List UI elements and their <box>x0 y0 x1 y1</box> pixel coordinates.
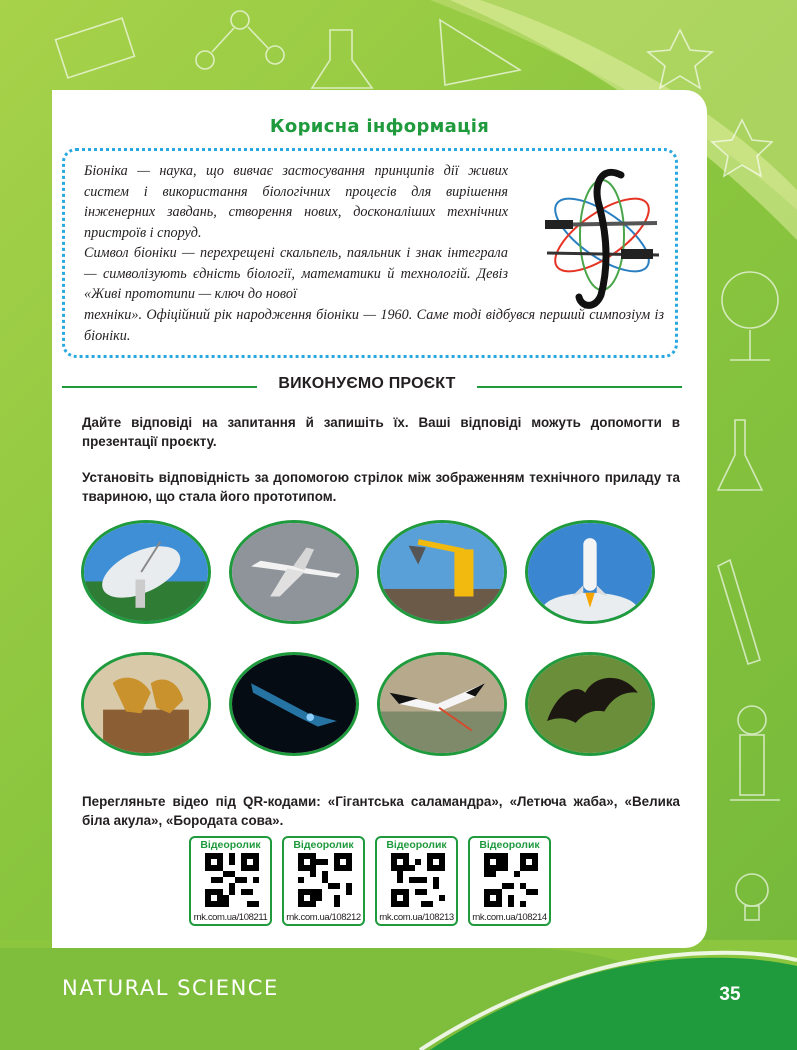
photo-bat[interactable] <box>525 652 655 756</box>
photo-squid[interactable] <box>229 652 359 756</box>
bionics-symbol-icon <box>537 165 667 315</box>
photo-eagle-talons[interactable] <box>81 652 211 756</box>
qr-card-4[interactable] <box>468 836 551 926</box>
qr-url[interactable]: rnk.com.ua/108212 <box>286 912 361 923</box>
info-paragraph-history: техніки». Офіційний рік народження біоніки — 1960. Саме тоді відбувся перший симпозіум із біоніки. <box>84 307 664 344</box>
photo-radio-telescope[interactable] <box>81 520 211 624</box>
photo-excavator-claw[interactable] <box>377 520 507 624</box>
qr-code-icon <box>484 853 538 907</box>
qr-url[interactable]: rnk.com.ua/108213 <box>379 912 454 923</box>
qr-card-2[interactable] <box>282 836 365 926</box>
project-title: ВИКОНУЄМО ПРОЄКТ <box>257 375 477 393</box>
qr-url[interactable]: rnk.com.ua/108211 <box>193 912 268 923</box>
qr-label: Відеоролик <box>200 839 261 851</box>
qr-url[interactable]: rnk.com.ua/108214 <box>472 912 547 923</box>
page-number: 35 <box>719 984 741 1005</box>
photo-airplane[interactable] <box>229 520 359 624</box>
qr-label: Відеоролик <box>479 839 540 851</box>
content-card <box>52 90 707 948</box>
qr-label: Відеоролик <box>386 839 447 851</box>
qr-code-icon <box>391 853 445 907</box>
photo-stork[interactable] <box>377 652 507 756</box>
qr-card-3[interactable] <box>375 836 458 926</box>
info-paragraph-definition: Біоніка — наука, що вивчає застосування принципів дії живих систем і використання біологічних процесів для вирішення інженерних завдань, створення нових, досконаліших технічних пристроїв і споруд. <box>84 163 508 241</box>
task-answer-questions: Дайте відповіді на запитання й запишіть їх. Ваші відповіді можуть допомогти в презентації проєкту. <box>82 415 680 449</box>
qr-card-1[interactable] <box>189 836 272 926</box>
photo-space-shuttle[interactable] <box>525 520 655 624</box>
info-paragraph-symbol: Символ біоніки — перехрещені скальпель, паяльник і знак інтеграла — символізують єдність біології, математики й технологій. Девіз «Живі прототипи — ключ до нової <box>84 245 508 302</box>
task-watch-videos: Перегляньте відео під QR-кодами: «Гігантська саламандра», «Летюча жаба», «Велика біла акула», «Бородата сова». <box>82 794 680 828</box>
useful-info-box <box>62 148 678 358</box>
task-match-arrows: Установіть відповідність за допомогою стрілок між зображенням технічного приладу та твариною, що стала його прототипом. <box>82 470 680 504</box>
footer-subject: NATURAL SCIENCE <box>62 976 279 1000</box>
useful-info-title: Корисна інформація <box>269 116 490 137</box>
qr-code-icon <box>205 853 259 907</box>
qr-label: Відеоролик <box>293 839 354 851</box>
qr-code-icon <box>298 853 352 907</box>
